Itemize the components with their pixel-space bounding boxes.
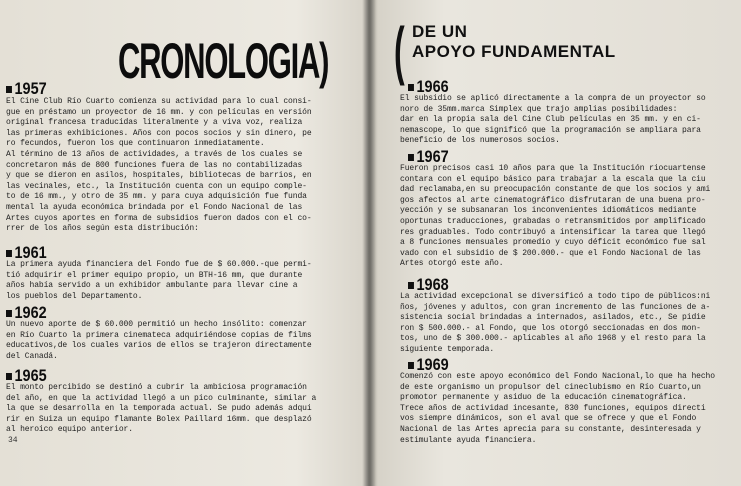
bullet-square-icon — [6, 310, 12, 317]
section-1961-text: La primera ayuda financiera del Fondo fue de $ 60.000.-que permi- tió adquirir el primer equipo propio, un BTH-16 mm, que durante años había servido a un exhibidor ambulante para llevar cine a los pueblos del Departamento. — [6, 260, 312, 301]
year-heading-1969: 1969 — [408, 356, 449, 374]
year-heading-1961: 1961 — [6, 244, 47, 262]
bullet-square-icon — [6, 373, 12, 380]
page-title-cronologia: CRONOLOGIA) — [118, 33, 329, 89]
year-heading-1965: 1965 — [6, 367, 47, 385]
section-1968-text: La actividad excepcional se diversificó a todo tipo de públicos:ni ños, jóvenes y adultos, con gran incremento de las funciones de a- sistencia social brindadas a internados, asilados, etc., Se pidie ron $ 500.000.- al Fondo, que los otorgó seccionadas en dos mon- tos, uno de $ 300.000.- aplicables al año 1968 y el resto para la siguiente temporada. — [400, 292, 711, 354]
right-page — [372, 0, 741, 486]
page-title-apoyo: DE UN APOYO FUNDAMENTAL — [412, 22, 616, 61]
title-bracket: ( — [394, 14, 405, 86]
bullet-square-icon — [408, 84, 414, 91]
section-1969-text: Comenzó con este apoyo económico del Fondo Nacional,lo que ha hecho de este organismo un propulsor del cineclubismo en Río Cuarto,un promotor permanente y asiduo de la educación cinematográfica. Trece años de actividad incesante, 830 funciones, equipos directi vos siempre dinámicos, son el aval que se ofrece y que el Fondo Nacional de las Artes aprecia para su constante, desinteresada y estimulante ayuda financiera. — [400, 372, 715, 445]
bullet-square-icon — [408, 154, 414, 161]
section-1965-text: El monto percibido se destinó a cubrir la ambiciosa programación del año, en que la actividad llegó a un pico culminante, similar a la que se desarrolla en la temporada actual. Se pudo además adqui rir en Suiza un equipo flamante Bolex Paillard 16mm. que desplazó al heroico equipo anterior. — [6, 383, 317, 435]
page-number: 34 — [8, 436, 18, 445]
section-1966-text: El subsidio se aplicó directamente a la compra de un proyector so noro de 35mm.marca Simplex que trajo amplias posibilidades: dar en la propia sala del Cine Club películas en 35 mm. y en ci- nemascope, lo que significó que la programación se ampliara para beneficio de los numerosos socios. — [400, 94, 706, 146]
section-1962-text: Un nuevo aporte de $ 60.000 permitió un hecho insólito: comenzar en Río Cuarto la primera cinemateca adquiriéndose copias de films educativos,de los cuales varios de ellos se trajeron directamente del Canadá. — [6, 320, 312, 361]
bullet-square-icon — [408, 362, 414, 369]
year-heading-1967: 1967 — [408, 148, 449, 166]
year-heading-1966: 1966 — [408, 78, 449, 96]
year-heading-1957: 1957 — [6, 80, 47, 98]
year-heading-1968: 1968 — [408, 276, 449, 294]
section-1957-text: El Cine Club Río Cuarto comienza su actividad para lo cual consi- gue en préstamo un proyector de 16 mm. y con películas en versión original francesa traducidas literalmente y a viva voz, realiza las primeras exhibiciones. Años con pocos socios y sin dinero, pe ro fecundos, fueron los que continuaron inmediatamente. Al término de 13 años de actividades, a través de los cuales se concretaron más de 800 funciones fuera de las no contabilizadas y que se dieron en asilos, hospitales, bibliotecas de barrios, en las vecinales, etc., la Institución cuenta con un equipo comple- to de 16 mm., y otro de 35 mm. y para cuya adquisición fue funda mental la ayuda económica brindada por el Fondo Nacional de las Artes cuyos aportes en forma de subsidios fueron dados con el co- rrer de los años según esta distribución: — [6, 97, 312, 234]
year-heading-1962: 1962 — [6, 304, 47, 322]
bullet-square-icon — [6, 86, 12, 93]
bullet-square-icon — [408, 282, 414, 289]
left-page — [0, 0, 366, 486]
section-1967-text: Fueron precisos casi 10 años para que la Institución riocuartense contara con el equipo básico para trabajar a la escala que la ciu dad reclamaba,en su preocupación constante de que los socios y ami gos afectos al arte cinematográfico disfrutaran de una buena pro- yección y se subsanaran los inconvenientes idiomáticos mediante oportunas traducciones, grabadas o retransmitidos por amplificado res graduables. Todo contribuyó a intensificar la tarea que llegó a 8 funciones mensuales promedio y cuyo déficit económico fue sal vado con el subsidio de $ 200.000.- que el Fondo Nacional de las Artes otorgó este año. — [400, 164, 711, 269]
bullet-square-icon — [6, 250, 12, 257]
